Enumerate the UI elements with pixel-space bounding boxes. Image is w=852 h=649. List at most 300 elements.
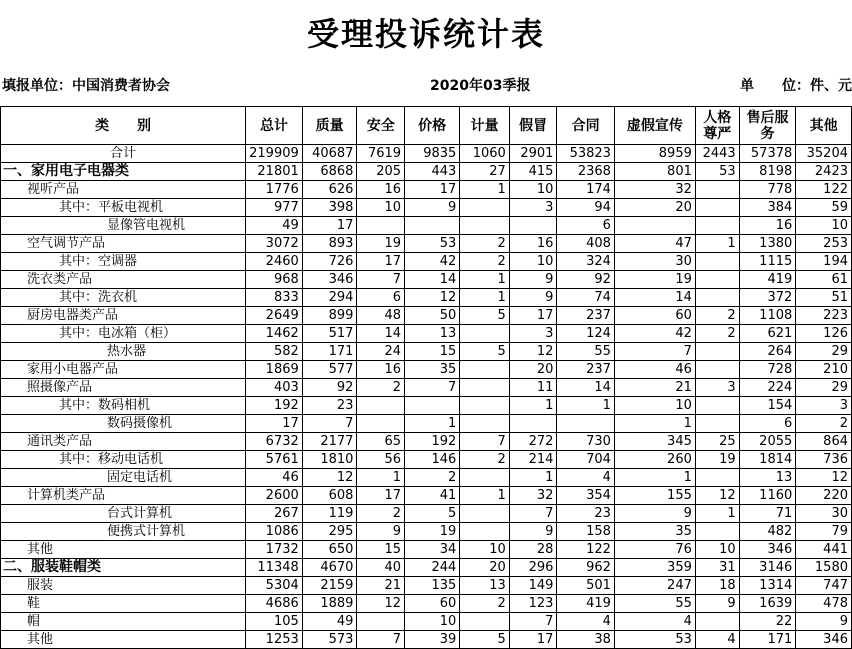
value-cell: 237	[557, 361, 615, 379]
value-cell: 47	[614, 235, 695, 253]
value-cell: 14	[557, 379, 615, 397]
value-cell: 3	[695, 379, 739, 397]
table-row	[1, 415, 852, 433]
value-cell: 124	[557, 325, 615, 343]
category-cell: 厨房电器类产品	[1, 307, 246, 325]
value-cell: 192	[246, 397, 303, 415]
value-cell: 2	[405, 469, 460, 487]
value-cell: 2	[460, 451, 510, 469]
table-row	[1, 217, 852, 235]
category-cell: 二、服装鞋帽类	[1, 559, 246, 577]
value-cell: 1	[509, 397, 557, 415]
value-cell: 2423	[796, 163, 852, 181]
value-cell: 7	[509, 613, 557, 631]
header-false-ads: 虚假宣传	[614, 107, 695, 145]
table-row	[1, 505, 852, 523]
value-cell: 53823	[557, 145, 615, 163]
value-cell: 2901	[509, 145, 557, 163]
value-cell: 17	[405, 181, 460, 199]
value-cell: 35204	[796, 145, 852, 163]
value-cell: 482	[739, 523, 796, 541]
value-cell	[695, 523, 739, 541]
value-cell: 1086	[246, 523, 303, 541]
value-cell: 1	[557, 397, 615, 415]
value-cell: 2368	[557, 163, 615, 181]
value-cell: 9	[509, 289, 557, 307]
value-cell: 155	[614, 487, 695, 505]
value-cell: 704	[557, 451, 615, 469]
value-cell: 16	[739, 217, 796, 235]
value-cell: 126	[796, 325, 852, 343]
value-cell: 443	[405, 163, 460, 181]
value-cell: 778	[739, 181, 796, 199]
category-cell: 通讯类产品	[1, 433, 246, 451]
value-cell: 42	[405, 253, 460, 271]
value-cell: 1	[460, 487, 510, 505]
value-cell: 46	[614, 361, 695, 379]
table-row	[1, 397, 852, 415]
value-cell: 726	[302, 253, 357, 271]
category-cell: 固定电话机	[1, 469, 246, 487]
value-cell: 48	[357, 307, 405, 325]
value-cell	[460, 613, 510, 631]
header-contract: 合同	[557, 107, 615, 145]
table-row	[1, 199, 852, 217]
table-row	[1, 577, 852, 595]
value-cell	[557, 415, 615, 433]
value-cell: 12	[509, 343, 557, 361]
value-cell: 8959	[614, 145, 695, 163]
table-row	[1, 559, 852, 577]
value-cell: 962	[557, 559, 615, 577]
value-cell: 10	[509, 181, 557, 199]
value-cell: 408	[557, 235, 615, 253]
table-row	[1, 235, 852, 253]
header-quality: 质量	[302, 107, 357, 145]
value-cell: 478	[796, 595, 852, 613]
value-cell: 260	[614, 451, 695, 469]
value-cell: 17	[246, 415, 303, 433]
category-cell: 其中：空调器	[1, 253, 246, 271]
value-cell: 123	[509, 595, 557, 613]
value-cell: 42	[614, 325, 695, 343]
value-cell: 346	[739, 541, 796, 559]
value-cell: 10	[614, 397, 695, 415]
value-cell: 122	[796, 181, 852, 199]
value-cell: 53	[695, 163, 739, 181]
value-cell: 730	[557, 433, 615, 451]
value-cell: 501	[557, 577, 615, 595]
header-row	[1, 107, 852, 145]
table-row	[1, 145, 852, 163]
value-cell: 4	[695, 631, 739, 649]
value-cell: 1	[695, 505, 739, 523]
value-cell: 92	[557, 271, 615, 289]
value-cell: 60	[614, 307, 695, 325]
value-cell: 214	[509, 451, 557, 469]
table-row	[1, 343, 852, 361]
value-cell: 5	[460, 343, 510, 361]
value-cell: 267	[246, 505, 303, 523]
value-cell: 12	[405, 289, 460, 307]
category-cell: 热水器	[1, 343, 246, 361]
table-row	[1, 469, 852, 487]
category-cell: 台式计算机	[1, 505, 246, 523]
value-cell: 17	[357, 253, 405, 271]
value-cell: 14	[405, 271, 460, 289]
table-row	[1, 541, 852, 559]
category-cell: 便携式计算机	[1, 523, 246, 541]
value-cell: 22	[739, 613, 796, 631]
value-cell: 1314	[739, 577, 796, 595]
value-cell: 76	[614, 541, 695, 559]
value-cell: 59	[796, 199, 852, 217]
category-cell: 其他	[1, 631, 246, 649]
value-cell: 582	[246, 343, 303, 361]
value-cell: 573	[302, 631, 357, 649]
value-cell: 9	[695, 595, 739, 613]
value-cell	[405, 397, 460, 415]
value-cell: 264	[739, 343, 796, 361]
value-cell: 55	[557, 343, 615, 361]
value-cell: 968	[246, 271, 303, 289]
category-cell: 数码摄像机	[1, 415, 246, 433]
value-cell: 1	[509, 469, 557, 487]
value-cell: 7	[357, 631, 405, 649]
value-cell: 354	[557, 487, 615, 505]
value-cell: 20	[460, 559, 510, 577]
value-cell: 9	[405, 199, 460, 217]
value-cell: 1	[460, 181, 510, 199]
report-period: 2020年03季报	[430, 78, 531, 94]
value-cell: 247	[614, 577, 695, 595]
value-cell: 149	[509, 577, 557, 595]
reporting-unit: 填报单位：中国消费者协会	[2, 78, 170, 94]
value-cell: 1810	[302, 451, 357, 469]
value-cell: 244	[405, 559, 460, 577]
value-cell: 1	[695, 235, 739, 253]
value-cell	[695, 343, 739, 361]
value-cell: 346	[796, 631, 852, 649]
table-row	[1, 451, 852, 469]
value-cell: 223	[796, 307, 852, 325]
value-cell: 801	[614, 163, 695, 181]
value-cell: 11348	[246, 559, 303, 577]
value-cell: 32	[614, 181, 695, 199]
value-cell: 19	[695, 451, 739, 469]
value-cell	[695, 271, 739, 289]
value-cell: 1380	[739, 235, 796, 253]
table-row	[1, 613, 852, 631]
value-cell: 12	[357, 595, 405, 613]
value-cell: 864	[796, 433, 852, 451]
value-cell: 403	[246, 379, 303, 397]
value-cell: 4	[614, 613, 695, 631]
value-cell: 415	[509, 163, 557, 181]
value-cell	[614, 217, 695, 235]
value-cell: 9	[796, 613, 852, 631]
value-cell	[695, 181, 739, 199]
value-cell: 65	[357, 433, 405, 451]
header-measurement: 计量	[460, 107, 510, 145]
value-cell: 2	[796, 415, 852, 433]
table-row	[1, 361, 852, 379]
value-cell: 5761	[246, 451, 303, 469]
value-cell: 24	[357, 343, 405, 361]
value-cell: 20	[614, 199, 695, 217]
value-cell: 122	[557, 541, 615, 559]
category-cell: 一、家用电子电器类	[1, 163, 246, 181]
value-cell: 2	[460, 235, 510, 253]
value-cell: 10	[405, 613, 460, 631]
value-cell: 2177	[302, 433, 357, 451]
header-category: 类 别	[1, 107, 246, 145]
table-row	[1, 523, 852, 541]
value-cell: 977	[246, 199, 303, 217]
table-row	[1, 325, 852, 343]
value-cell: 441	[796, 541, 852, 559]
value-cell: 324	[557, 253, 615, 271]
table-row	[1, 595, 852, 613]
value-cell: 1	[357, 469, 405, 487]
value-cell: 2600	[246, 487, 303, 505]
value-cell: 13	[405, 325, 460, 343]
value-cell: 105	[246, 613, 303, 631]
category-cell: 洗衣类产品	[1, 271, 246, 289]
value-cell: 20	[509, 361, 557, 379]
value-cell: 32	[509, 487, 557, 505]
value-cell: 40687	[302, 145, 357, 163]
value-cell: 577	[302, 361, 357, 379]
table-row	[1, 631, 852, 649]
value-cell: 7619	[357, 145, 405, 163]
value-cell: 17	[357, 487, 405, 505]
value-cell: 1108	[739, 307, 796, 325]
value-cell: 13	[460, 577, 510, 595]
value-cell	[460, 361, 510, 379]
value-cell: 6868	[302, 163, 357, 181]
value-cell: 1639	[739, 595, 796, 613]
value-cell: 224	[739, 379, 796, 397]
table-row	[1, 163, 852, 181]
category-cell: 帽	[1, 613, 246, 631]
value-cell: 7	[357, 271, 405, 289]
value-cell: 1869	[246, 361, 303, 379]
value-cell	[460, 199, 510, 217]
value-cell: 17	[509, 631, 557, 649]
value-cell: 9	[614, 505, 695, 523]
value-cell: 2	[357, 505, 405, 523]
table-row	[1, 487, 852, 505]
header-dignity: 人格尊严	[695, 107, 739, 145]
value-cell	[695, 361, 739, 379]
value-cell: 154	[739, 397, 796, 415]
value-cell: 3072	[246, 235, 303, 253]
value-cell: 29	[796, 343, 852, 361]
value-cell: 893	[302, 235, 357, 253]
value-cell: 4	[557, 613, 615, 631]
value-cell: 17	[302, 217, 357, 235]
value-cell: 38	[557, 631, 615, 649]
value-cell: 294	[302, 289, 357, 307]
value-cell: 237	[557, 307, 615, 325]
value-cell: 29	[796, 379, 852, 397]
value-cell: 1462	[246, 325, 303, 343]
value-cell: 4670	[302, 559, 357, 577]
header-counterfeit: 假冒	[509, 107, 557, 145]
value-cell: 92	[302, 379, 357, 397]
value-cell: 71	[739, 505, 796, 523]
value-cell: 833	[246, 289, 303, 307]
value-cell: 2	[357, 379, 405, 397]
value-cell: 53	[614, 631, 695, 649]
value-cell: 16	[357, 181, 405, 199]
value-cell: 19	[614, 271, 695, 289]
category-cell: 计算机类产品	[1, 487, 246, 505]
value-cell: 295	[302, 523, 357, 541]
value-cell: 10	[509, 253, 557, 271]
value-cell: 1	[460, 289, 510, 307]
value-cell: 40	[357, 559, 405, 577]
value-cell: 621	[739, 325, 796, 343]
value-cell: 53	[405, 235, 460, 253]
complaint-stats-table	[0, 106, 852, 649]
value-cell: 626	[302, 181, 357, 199]
value-cell: 3	[509, 325, 557, 343]
table-row	[1, 253, 852, 271]
value-cell: 49	[302, 613, 357, 631]
table-row	[1, 271, 852, 289]
value-cell: 79	[796, 523, 852, 541]
value-cell: 25	[695, 433, 739, 451]
header-price: 价格	[405, 107, 460, 145]
value-cell: 49	[246, 217, 303, 235]
value-cell: 2	[695, 325, 739, 343]
value-cell: 6	[357, 289, 405, 307]
value-cell: 2	[460, 595, 510, 613]
value-cell: 7	[302, 415, 357, 433]
value-cell: 21	[614, 379, 695, 397]
value-cell	[695, 253, 739, 271]
value-cell	[460, 325, 510, 343]
value-cell	[357, 415, 405, 433]
value-cell: 1580	[796, 559, 852, 577]
value-cell: 135	[405, 577, 460, 595]
value-cell: 94	[557, 199, 615, 217]
value-cell: 736	[796, 451, 852, 469]
header-other: 其他	[796, 107, 852, 145]
category-cell: 其中：移动电话机	[1, 451, 246, 469]
value-cell: 57378	[739, 145, 796, 163]
unit-note: 单 位：件、元	[740, 78, 852, 94]
header-total: 总计	[246, 107, 303, 145]
header-safety: 安全	[357, 107, 405, 145]
value-cell	[695, 289, 739, 307]
value-cell: 5304	[246, 577, 303, 595]
value-cell: 4686	[246, 595, 303, 613]
value-cell: 7	[614, 343, 695, 361]
value-cell: 9	[357, 523, 405, 541]
value-cell: 23	[302, 397, 357, 415]
report-title: 受理投诉统计表	[306, 15, 545, 53]
value-cell: 728	[739, 361, 796, 379]
value-cell: 171	[302, 343, 357, 361]
value-cell: 650	[302, 541, 357, 559]
value-cell: 34	[405, 541, 460, 559]
value-cell: 10	[796, 217, 852, 235]
table-row	[1, 181, 852, 199]
value-cell	[460, 379, 510, 397]
value-cell: 6	[739, 415, 796, 433]
value-cell: 220	[796, 487, 852, 505]
value-cell: 146	[405, 451, 460, 469]
value-cell: 46	[246, 469, 303, 487]
category-cell: 其中：电冰箱（柜）	[1, 325, 246, 343]
value-cell: 2055	[739, 433, 796, 451]
value-cell: 210	[796, 361, 852, 379]
value-cell: 1	[614, 469, 695, 487]
value-cell: 10	[695, 541, 739, 559]
value-cell	[357, 217, 405, 235]
category-cell: 其中：洗衣机	[1, 289, 246, 307]
table-row	[1, 433, 852, 451]
value-cell: 35	[614, 523, 695, 541]
value-cell	[460, 469, 510, 487]
category-cell: 其中：平板电视机	[1, 199, 246, 217]
value-cell: 158	[557, 523, 615, 541]
value-cell: 3	[796, 397, 852, 415]
value-cell: 9	[509, 523, 557, 541]
value-cell: 7	[509, 505, 557, 523]
value-cell: 272	[509, 433, 557, 451]
value-cell: 419	[739, 271, 796, 289]
value-cell: 2	[695, 307, 739, 325]
value-cell: 23	[557, 505, 615, 523]
value-cell: 1060	[460, 145, 510, 163]
value-cell	[509, 217, 557, 235]
value-cell: 205	[357, 163, 405, 181]
value-cell: 14	[357, 325, 405, 343]
value-cell: 1732	[246, 541, 303, 559]
category-cell: 其中：数码相机	[1, 397, 246, 415]
table-row	[1, 307, 852, 325]
value-cell: 16	[357, 361, 405, 379]
value-cell: 74	[557, 289, 615, 307]
value-cell: 28	[509, 541, 557, 559]
value-cell: 5	[460, 631, 510, 649]
value-cell: 194	[796, 253, 852, 271]
value-cell: 608	[302, 487, 357, 505]
value-cell: 398	[302, 199, 357, 217]
value-cell: 12	[796, 469, 852, 487]
value-cell: 2	[460, 253, 510, 271]
value-cell: 219909	[246, 145, 303, 163]
value-cell: 346	[302, 271, 357, 289]
value-cell: 30	[796, 505, 852, 523]
value-cell: 2443	[695, 145, 739, 163]
header-after-sales: 售后服务	[739, 107, 796, 145]
value-cell: 11	[509, 379, 557, 397]
value-cell: 15	[405, 343, 460, 361]
value-cell: 50	[405, 307, 460, 325]
value-cell: 10	[460, 541, 510, 559]
value-cell	[695, 415, 739, 433]
value-cell	[695, 199, 739, 217]
value-cell: 1776	[246, 181, 303, 199]
value-cell	[460, 505, 510, 523]
category-cell: 其他	[1, 541, 246, 559]
value-cell: 41	[405, 487, 460, 505]
